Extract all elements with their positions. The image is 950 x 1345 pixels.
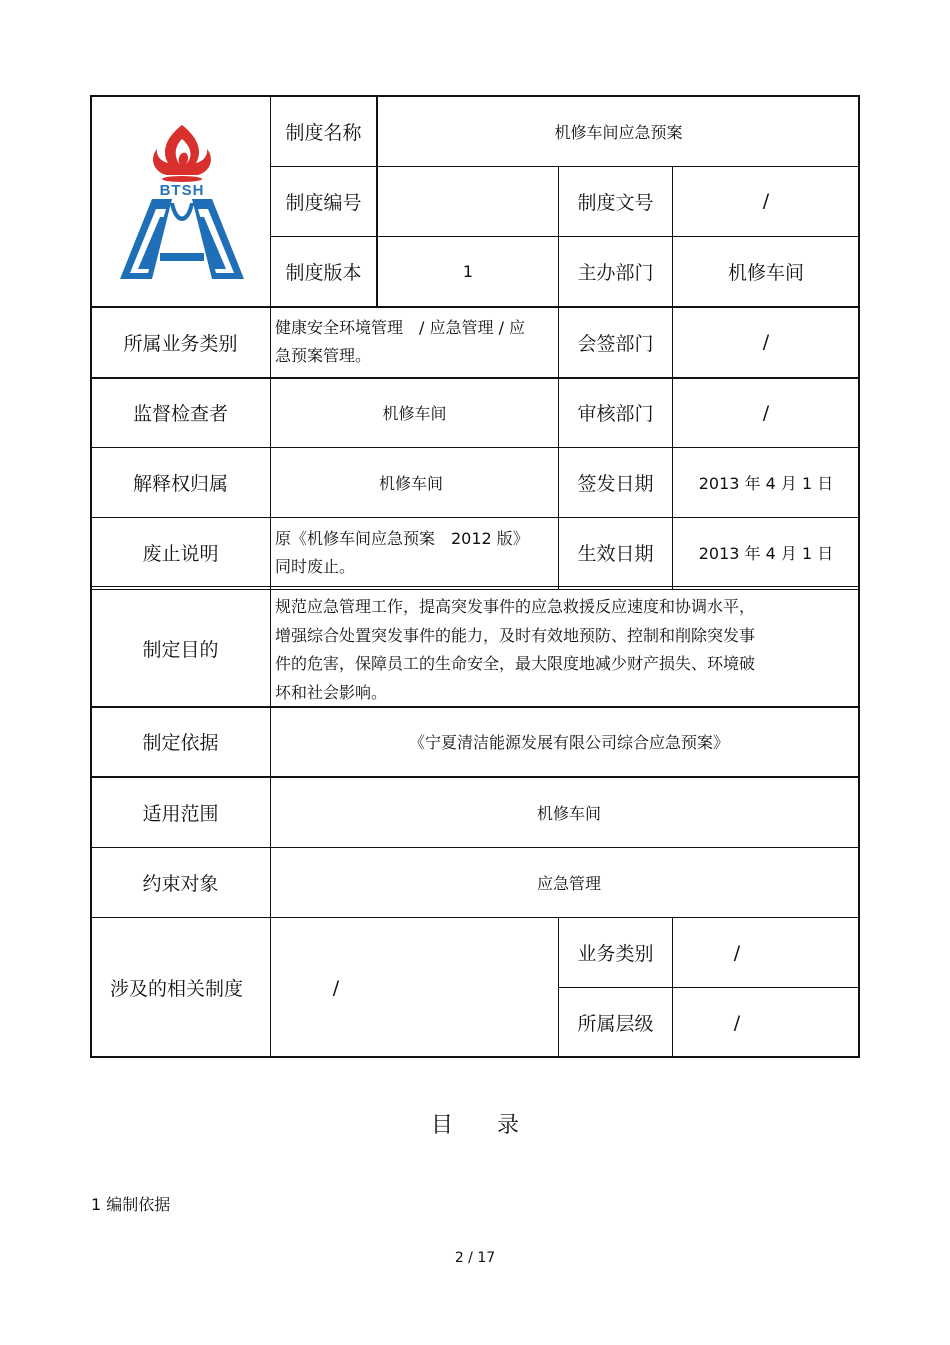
value-version: 1 <box>462 261 474 281</box>
logo-text: BTSH <box>159 182 205 199</box>
value-category-line1: 健康安全环境管理 / 应急管理 / 应 <box>275 318 526 337</box>
purpose-line: 增强综合处置突发事件的能力，及时有效地预防、控制和削除突发事 <box>275 625 756 645</box>
value-abolish <box>275 525 558 585</box>
label-number: 制度编号 <box>285 191 362 214</box>
value-basis: 《宁夏清洁能源发展有限公司综合应急预案》 <box>408 733 729 752</box>
purpose-line: 坏和社会影响。 <box>275 682 388 702</box>
value-cosign-dept: / <box>762 331 770 353</box>
label-issue-date: 签发日期 <box>577 473 654 495</box>
purpose-line: 规范应急管理工作，提高突发事件的应急救援反应速度和协调水平， <box>275 597 756 616</box>
value-category-line2: 急预案管理。 <box>275 346 372 365</box>
label-supervisor: 监督检查者 <box>132 403 228 425</box>
value-biz-category: / <box>733 941 741 964</box>
label-doc-number: 制度文号 <box>577 191 654 214</box>
value-category <box>275 314 558 374</box>
value-number <box>378 166 558 236</box>
value-supervisor: 机修车间 <box>382 404 447 423</box>
value-level: / <box>733 1011 741 1034</box>
label-effect-date: 生效日期 <box>577 542 654 565</box>
label-category: 所属业务类别 <box>123 332 238 355</box>
label-abolish: 废止说明 <box>142 542 219 565</box>
label-scope: 适用范围 <box>142 802 219 825</box>
toc-title: 目 录 <box>430 1113 519 1138</box>
value-issue-date: 2013 年 4 月 1 日 <box>698 474 834 493</box>
label-purpose: 制定目的 <box>142 638 219 661</box>
label-name: 制度名称 <box>285 121 362 144</box>
label-biz-category: 业务类别 <box>577 943 654 965</box>
value-effect-date: 2013 年 4 月 1 日 <box>698 543 834 563</box>
toc-item[interactable]: 1 编制依据 <box>91 1195 171 1214</box>
label-cosign-dept: 会签部门 <box>577 332 654 355</box>
label-version: 制度版本 <box>285 261 362 284</box>
label-host-dept: 主办部门 <box>577 261 654 284</box>
purpose-line: 件的危害，保障员工的生命安全，最大限度地减少财产损失、环境破 <box>275 654 756 673</box>
value-target: 应急管理 <box>536 873 601 893</box>
label-interpret: 解释权归属 <box>132 473 228 495</box>
value-related: / <box>332 976 340 999</box>
value-abolish-line2: 同时废止。 <box>275 557 356 576</box>
value-host-dept: 机修车间 <box>727 261 804 284</box>
label-level: 所属层级 <box>577 1013 654 1035</box>
value-doc-number: / <box>762 190 770 212</box>
value-abolish-line1: 原《机修车间应急预案 2012 版》 <box>275 529 529 548</box>
label-target: 约束对象 <box>142 872 219 895</box>
value-name: 机修车间应急预案 <box>554 122 683 142</box>
page-number: 2 / 17 <box>454 1250 496 1266</box>
label-review-dept: 审核部门 <box>577 403 654 425</box>
value-review-dept: / <box>762 401 770 424</box>
label-basis: 制定依据 <box>142 732 219 754</box>
value-purpose <box>275 593 855 705</box>
value-interpret: 机修车间 <box>378 474 443 493</box>
label-related: 涉及的相关制度 <box>109 978 243 1000</box>
value-scope: 机修车间 <box>536 803 601 823</box>
